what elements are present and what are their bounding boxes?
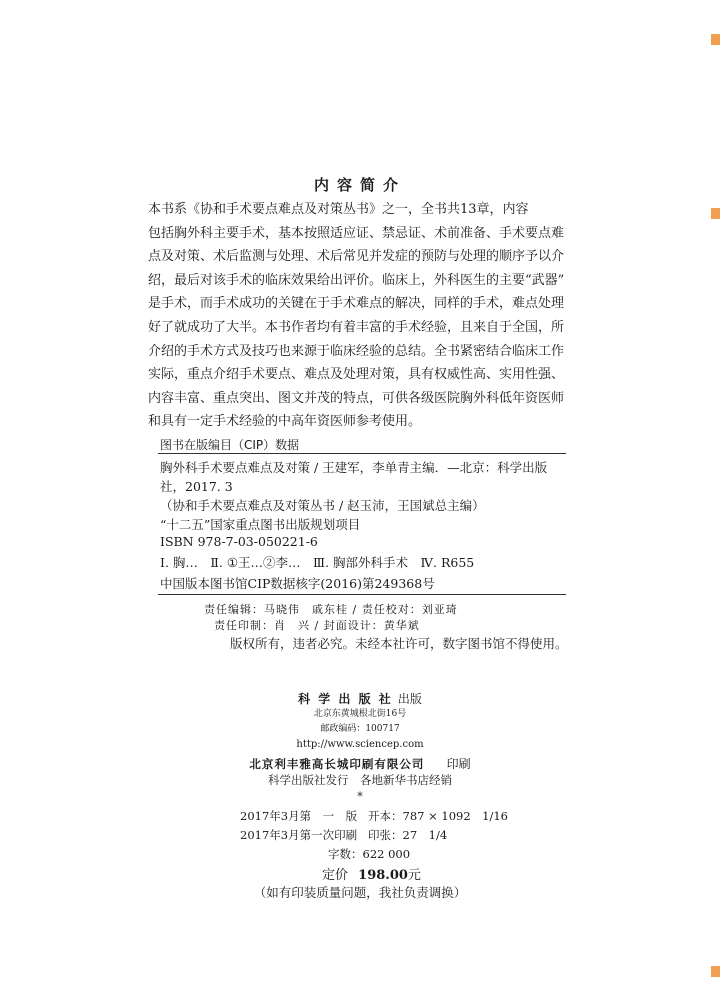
publisher-url: http://www.sciencep.com [296, 739, 424, 750]
intro-line: 包括胸外科主要手术，基本按照适应证、禁忌证、术前准备、手术要点难 [148, 225, 565, 241]
publisher-address: 北京东黄城根北街16号 [313, 709, 407, 719]
cip-line: ISBN 978-7-03-050221-6 [160, 534, 318, 549]
cip-line: 社，2017. 3 [160, 479, 233, 494]
sheets-info: 印张：27 1/4 [368, 828, 448, 842]
distribution-line: 科学出版社发行 各地新华书店经销 [268, 773, 452, 787]
intro-line: 绍，最后对该手术的临床效果给出评价。临床上，外科医生的主要“武器” [148, 272, 565, 288]
publisher-postcode: 邮政编码：100717 [320, 724, 400, 734]
intro-line: 实际，重点介绍手术要点、难点及处理对策，具有权威性高、实用性强、 [148, 367, 565, 383]
format-info: 开本：787 × 1092 1/16 [368, 809, 508, 823]
production-credits: 责任印制：肖 兴 / 封面设计：黄华斌 [214, 619, 420, 632]
intro-line: 和具有一定手术经验的中高年资医师参考使用。 [148, 414, 422, 430]
cip-line: （协和手术要点难点及对策丛书 / 赵玉沛，王国斌总主编） [160, 498, 485, 513]
edition-info: 2017年3月第 一 版 [240, 809, 358, 823]
cip-line: Ⅰ. 胸… Ⅱ. ①王…②李… Ⅲ. 胸部外科手术 Ⅳ. R655 [160, 555, 475, 570]
word-count: 字数：622 000 [328, 847, 411, 861]
asterisk-separator: * [357, 790, 363, 803]
rights-notice: 版权所有，违者必究。未经本社许可，数字图书馆不得使用。 [230, 636, 568, 651]
publisher-suffix: 出版 [397, 692, 422, 706]
intro-line: 内容丰富、重点突出、图文并茂的特点，可供各级医院胸外科低年资医师 [148, 390, 565, 406]
cip-line: 胸外科手术要点难点及对策 / 王建军，李单青主编．—北京：科学出版 [160, 460, 548, 475]
price-value: 198.00 [358, 868, 408, 883]
cip-line: “十二五”国家重点图书出版规划项目 [160, 517, 361, 532]
editor-credits: 责任编辑：马晓伟 戚东桂 / 责任校对：刘亚琦 [204, 603, 458, 616]
printer-name: 北京利丰雅高长城印刷有限公司 [249, 757, 425, 771]
intro-line: 本书系《协和手术要点难点及对策丛书》之一，全书共13章，内容 [148, 202, 529, 217]
publisher-line [0, 688, 720, 707]
intro-line: 点及对策、术后监测与处理、术后常见并发症的预防与处理的顺序予以介 [148, 249, 565, 265]
printer-suffix: 印刷 [446, 757, 471, 771]
cip-line: 中国版本图书馆CIP数据核字(2016)第249368号 [160, 576, 435, 591]
cip-divider [158, 594, 566, 595]
quality-notice: （如有印装质量问题，我社负责调换） [253, 885, 467, 900]
price-line [322, 864, 421, 883]
intro-line: 好了就成功了大半。本书作者均有着丰富的手术经验，且来自于全国，所 [148, 319, 565, 335]
price-unit: 元 [407, 868, 421, 883]
intro-paragraph [148, 198, 568, 434]
intro-line: 是手术，而手术成功的关键在于手术难点的解决，同样的手术，难点处理 [148, 296, 565, 312]
publisher-name: 科 学 出 版 社 [298, 692, 393, 706]
intro-line: 介绍的手术方式及技巧也来源于临床经验的总结。全书紧密结合临床工作 [148, 343, 565, 359]
cip-heading: 图书在版编目（CIP）数据 [160, 438, 300, 452]
cip-divider [158, 453, 566, 454]
printer-line [0, 753, 720, 772]
price-label: 定价 [322, 868, 349, 883]
printing-info: 2017年3月第一次印刷 [240, 828, 358, 842]
page-title: 内容简介 [313, 176, 406, 194]
